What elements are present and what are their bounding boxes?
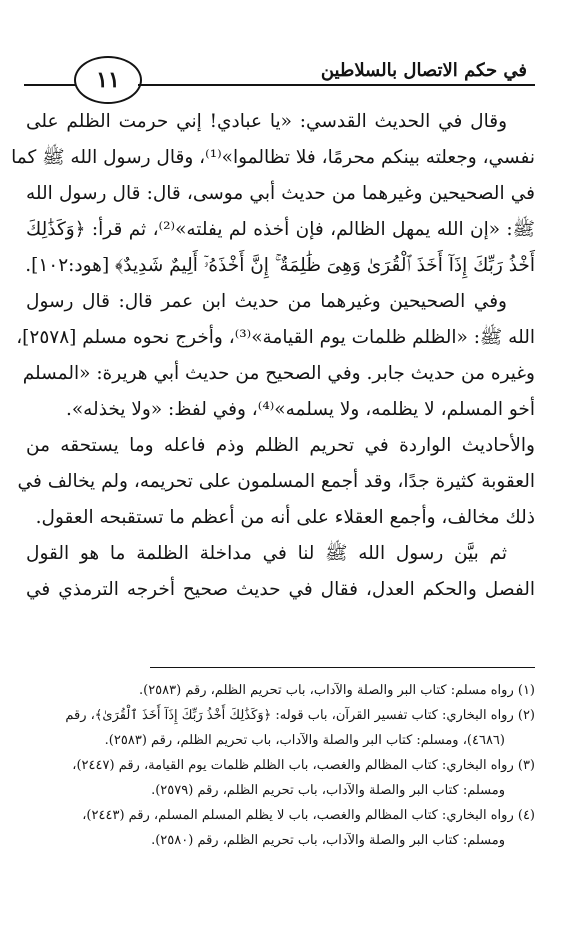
body-line: العقوبة كثيرة جدًا، وقد أجمع المسلمون على تحريمه، ولم يخالف في [17, 471, 535, 492]
body-line: ثم بيَّن رسول الله ﷺ لنا في مداخلة الظلمة ما هو القول [26, 543, 507, 564]
header-rule-left [24, 84, 76, 86]
footnote-line: (١) رواه مسلم: كتاب البر والصلة والآداب، باب تحريم الظلم، رقم (٢٥٨٣). [138, 683, 535, 698]
body-line: الله ﷺ: «الظلم ظلمات يوم القيامة»⁽³⁾، وأخرج نحوه مسلم [٢٥٧٨]، [16, 327, 535, 348]
footnote-line: ومسلم: كتاب البر والصلة والآداب، باب تحريم الظلم، رقم (٢٥٨٠). [151, 833, 505, 848]
footnote-line: ومسلم: كتاب البر والصلة والآداب، باب تحريم الظلم، رقم (٢٥٧٩). [151, 783, 505, 798]
body-line: وفي الصحيحين وغيرهما من حديث ابن عمر قال: قال رسول [26, 291, 507, 312]
header-rule-right [138, 84, 535, 86]
footnote-line: (٣) رواه البخاري: كتاب المظالم والغصب، باب الظلم ظلمات يوم القيامة، رقم (٢٤٤٧)، [72, 758, 535, 773]
body-line: ﷺ: «إن الله يمهل الظالم، فإن أخذه لم يفلته»⁽²⁾، ثم قرأ: ﴿وَكَذَٰلِكَ [26, 219, 536, 240]
footnote-line: (٢) رواه البخاري: كتاب تفسير القرآن، باب قوله: ﴿وَكَذَٰلِكَ أَخْذُ رَبِّكَ إِذَآ أَخَذَ ٱلْقُرَىٰ﴾، رقم [65, 708, 535, 723]
footnote-separator [150, 667, 535, 668]
page-number: ١١ [74, 56, 142, 104]
footnote-line: (٤) رواه البخاري: كتاب المظالم والغصب، باب لا يظلم المسلم المسلم، رقم (٢٤٤٣)، [82, 808, 535, 823]
body-line: وقال في الحديث القدسي: «يا عبادي! إني حرمت الظلم على [26, 111, 507, 132]
body-line: أخو المسلم، لا يظلمه، ولا يسلمه»⁽⁴⁾، وفي لفظ: «ولا يخذله». [65, 399, 535, 420]
footnotes [26, 678, 535, 853]
body-line: في الصحيحين وغيرهما من حديث أبي موسى، قال: قال رسول الله [26, 183, 535, 204]
body-line: أَخْذُ رَبِّكَ إِذَآ أَخَذَ ٱلْقُرَىٰ وَهِىَ ظَٰلِمَةٌ ۚ إِنَّ أَخْذَهُۥٓ أَلِيمٌ شَدِيدٌ﴾ [هود:١٠٢]. [25, 255, 535, 276]
page-header [0, 0, 561, 100]
body-text [11, 104, 536, 664]
body-line: والأحاديث الواردة في تحريم الظلم وذم فاعله وما يستحقه من [26, 435, 535, 456]
running-head: في حكم الاتصال بالسلاطين [320, 60, 527, 81]
body-line: الفصل والحكم العدل، فقال في حديث صحيح أخرجه الترمذي في [26, 579, 535, 600]
footnote-line: (٤٦٨٦)، ومسلم: كتاب البر والصلة والآداب، باب تحريم الظلم، رقم (٢٥٨٣). [104, 733, 505, 748]
body-line: ذلك مخالف، وأجمع العقلاء على أنه من أعظم ما تستقبحه العقول. [35, 507, 535, 528]
body-line: نفسي، وجعلته بينكم محرمًا، فلا تظالموا»⁽¹⁾، وقال رسول الله ﷺ كما [11, 147, 535, 168]
body-line: وغيره من حديث جابر. وفي الصحيح من حديث أبي هريرة: «المسلم [22, 363, 535, 384]
